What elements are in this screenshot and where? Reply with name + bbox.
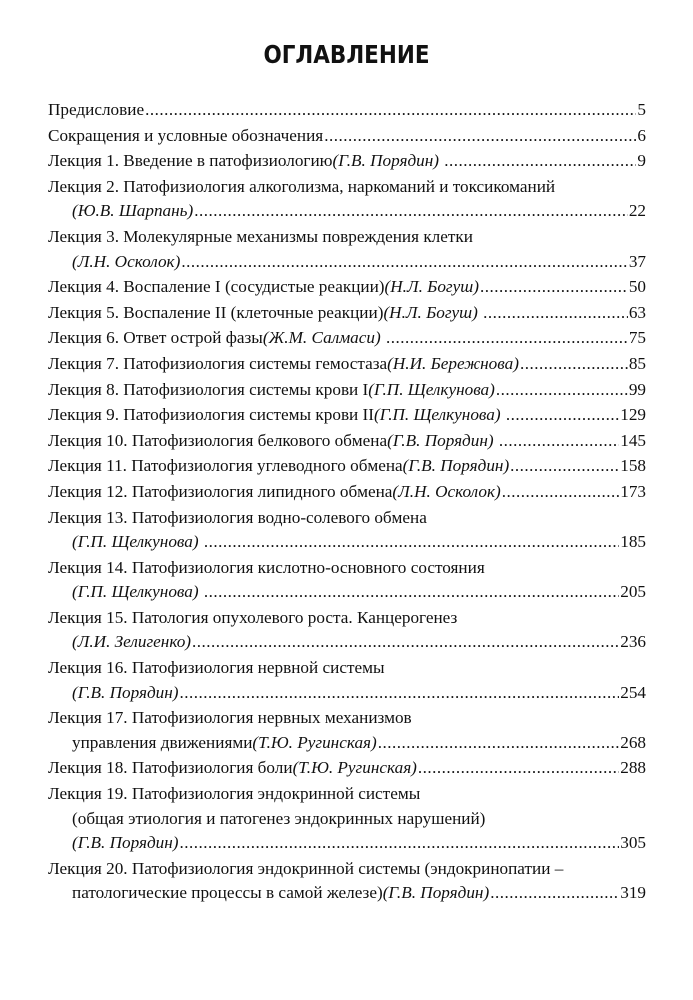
toc-page-number: 99 (628, 379, 646, 399)
toc-page-number: 158 (620, 456, 646, 476)
toc-line (48, 454, 646, 479)
toc-entry-title: патологические процессы в самой железе) (72, 883, 383, 903)
toc-entry-title: Предисловие (48, 100, 145, 119)
toc-entry[interactable] (48, 175, 646, 224)
toc-entry-title: Лекция 16. Патофизиология нервной системы (48, 658, 385, 678)
toc-entry[interactable] (48, 301, 646, 326)
toc-entry-title: Лекция 17. Патофизиология нервных механизмов (48, 708, 412, 728)
dot-leader (418, 756, 619, 781)
toc-entry[interactable] (48, 506, 646, 555)
toc-line (48, 881, 646, 906)
dot-leader (496, 378, 628, 403)
toc-entry[interactable] (48, 124, 646, 149)
toc-entry[interactable] (48, 556, 646, 605)
toc-entry-spacer (199, 580, 203, 605)
toc-entry-spacer (381, 326, 385, 351)
toc-entry-title: Лекция 14. Патофизиология кислотно-основного состояния (48, 557, 485, 577)
toc-page-number: 254 (620, 682, 646, 702)
toc-entry-title: Лекция 13. Патофизиология водно-солевого обмена (48, 507, 427, 527)
toc-page-number: 63 (628, 302, 646, 322)
toc-page-number: 75 (628, 328, 646, 348)
toc-line (48, 731, 646, 756)
toc-entry[interactable] (48, 326, 646, 351)
toc-line (48, 352, 646, 377)
toc-line (48, 630, 646, 655)
toc-line (48, 606, 646, 631)
toc-entry[interactable] (48, 429, 646, 454)
dot-leader (483, 301, 628, 326)
toc-entry-title: Лекция 15. Патология опухолевого роста. Канцерогенез (48, 607, 458, 627)
toc-page-number: 305 (620, 833, 646, 853)
toc-entry-title: Лекция 3. Молекулярные механизмы повреждения клетки (48, 226, 473, 246)
toc-entry-title: Лекция 4. Воспаление I (сосудистые реакции) (48, 277, 385, 297)
dot-leader (194, 199, 628, 224)
toc-entry-author: (Г.П. Щелкунова) (374, 405, 501, 425)
toc-entry-spacer (501, 403, 505, 428)
toc-line (48, 706, 646, 731)
dot-leader (378, 731, 619, 756)
dot-leader (499, 429, 619, 454)
toc-page-number: 37 (628, 251, 646, 271)
dot-leader (506, 403, 619, 428)
toc-line (48, 506, 646, 531)
dot-leader (490, 881, 619, 906)
dot-leader (204, 580, 619, 605)
toc-line (48, 807, 646, 832)
toc-entry[interactable] (48, 706, 646, 755)
toc-entry-author: (Г.В. Порядин) (387, 430, 494, 450)
toc-entry[interactable] (48, 352, 646, 377)
toc-entry-title: Лекция 9. Патофизиология системы крови II (48, 405, 374, 425)
toc-entry-author: (Г.П. Щелкунова) (72, 582, 199, 602)
toc-entry[interactable] (48, 454, 646, 479)
toc-entry-title: (общая этиология и патогенез эндокринных нарушений) (72, 808, 486, 828)
toc-line (48, 175, 646, 200)
dot-leader (444, 149, 636, 174)
toc-page-number: 268 (620, 732, 646, 752)
toc-entry[interactable] (48, 275, 646, 300)
toc-entry-spacer (439, 149, 443, 174)
toc-line (48, 124, 646, 149)
toc-page-number: 50 (628, 277, 646, 297)
toc-entry-author: (Г.П. Щелкунова) (72, 532, 199, 552)
toc-entry-title: Сокращения и условные обозначения (48, 125, 324, 145)
toc-entry-title: Лекция 5. Воспаление II (клеточные реакции) (48, 302, 384, 322)
toc-line (48, 98, 646, 123)
toc-line (48, 250, 646, 275)
toc-entry[interactable] (48, 756, 646, 781)
toc-entry-title: управления движениями (72, 732, 253, 752)
toc-entry-author: (Н.И. Бережнова) (387, 353, 519, 373)
toc-line (48, 556, 646, 581)
toc-line (48, 756, 646, 781)
toc-page-number: 22 (628, 201, 646, 221)
toc-page-number: 85 (628, 353, 646, 373)
toc-line (48, 199, 646, 224)
toc-line (48, 149, 646, 174)
dot-leader (520, 352, 628, 377)
toc-line (48, 275, 646, 300)
toc-entry-author: (Г.В. Порядин) (402, 456, 510, 476)
toc-page-number: 173 (620, 481, 646, 501)
dot-leader (180, 831, 620, 856)
toc-entry[interactable] (48, 656, 646, 705)
toc-line (48, 480, 646, 505)
dot-leader (204, 530, 619, 555)
toc-entry-title: Лекция 11. Патофизиология углеводного обмена (48, 456, 403, 476)
toc-entry-title: Лекция 20. Патофизиология эндокринной системы (эндокринопатии – (48, 858, 564, 878)
table-of-contents (48, 98, 646, 907)
toc-entry-author: (Т.Ю. Ругинская) (252, 732, 377, 752)
toc-line (48, 403, 646, 428)
toc-line (48, 857, 646, 882)
toc-entry-spacer (494, 429, 498, 454)
toc-page-number: 205 (620, 582, 646, 602)
dot-leader (386, 326, 628, 351)
page-title: ОГЛАВЛЕНИЕ (263, 40, 430, 69)
toc-page-number: 129 (620, 405, 646, 425)
toc-entry-author: (Л.Н. Осколок) (392, 481, 501, 501)
toc-entry[interactable] (48, 480, 646, 505)
toc-line (48, 782, 646, 807)
toc-entry-author: (Г.В. Порядин) (72, 833, 179, 853)
toc-entry-title: Лекция 6. Ответ острой фазы (48, 328, 263, 348)
toc-entry[interactable] (48, 98, 646, 123)
toc-line (48, 378, 646, 403)
toc-page-number: 236 (620, 632, 646, 652)
toc-page-number: 145 (620, 430, 646, 450)
toc-entry-title: Лекция 1. Введение в патофизиологию (48, 151, 333, 171)
toc-entry-title: Лекция 19. Патофизиология эндокринной системы (48, 784, 421, 804)
toc-entry-title: Лекция 2. Патофизиология алкоголизма, наркоманий и токсикоманий (48, 176, 556, 196)
toc-line (48, 681, 646, 706)
toc-entry-author: (Ж.М. Салмаси) (262, 328, 381, 348)
toc-line (48, 429, 646, 454)
toc-page-number: 288 (620, 758, 646, 778)
toc-line (48, 301, 646, 326)
toc-entry-spacer (478, 301, 482, 326)
toc-entry[interactable] (48, 857, 646, 906)
toc-entry-title: Лекция 10. Патофизиология белкового обмена (48, 430, 388, 450)
toc-entry[interactable] (48, 606, 646, 655)
dot-leader (510, 454, 619, 479)
toc-page-number: 9 (637, 151, 646, 171)
toc-line (48, 656, 646, 681)
dot-leader (502, 480, 619, 505)
toc-entry-author: (Т.Ю. Ругинская) (292, 758, 417, 778)
toc-page-number: 185 (620, 532, 646, 552)
toc-entry-title: Лекция 8. Патофизиология системы крови I (48, 379, 369, 399)
toc-line (48, 530, 646, 555)
toc-entry[interactable] (48, 225, 646, 274)
toc-entry[interactable] (48, 403, 646, 428)
toc-entry-title: Лекция 12. Патофизиология липидного обмена (48, 481, 393, 501)
toc-entry[interactable] (48, 782, 646, 856)
toc-entry-title: Лекция 18. Патофизиология боли (48, 758, 293, 778)
dot-leader (192, 630, 619, 655)
toc-line (48, 225, 646, 250)
dot-leader (180, 681, 620, 706)
toc-entry[interactable] (48, 378, 646, 403)
toc-entry-author: (Л.Н. Осколок) (72, 251, 181, 271)
toc-line (48, 831, 646, 856)
dot-leader (324, 124, 636, 149)
toc-entry-author: (Л.И. Зелигенко) (72, 632, 192, 652)
toc-entry-author: (Г.П. Щелкунова) (368, 379, 495, 399)
dot-leader (480, 275, 628, 300)
dot-leader (145, 98, 636, 123)
toc-entry-author: (Г.В. Порядин) (332, 151, 439, 171)
toc-line (48, 326, 646, 351)
toc-page-number: 319 (620, 883, 646, 903)
toc-entry-author: (Г.В. Порядин) (382, 883, 490, 903)
toc-entry-author: (Г.В. Порядин) (72, 682, 179, 702)
dot-leader (181, 250, 627, 275)
toc-entry-spacer (199, 530, 203, 555)
toc-page-number: 5 (637, 100, 646, 119)
toc-entry[interactable] (48, 149, 646, 174)
toc-line (48, 580, 646, 605)
toc-entry-author: (Н.Л. Богуш) (384, 277, 479, 297)
toc-entry-title: Лекция 7. Патофизиология системы гемостаза (48, 353, 388, 373)
toc-page-number: 6 (637, 125, 646, 145)
toc-entry-author: (Ю.В. Шарпань) (72, 201, 194, 221)
toc-entry-author: (Н.Л. Богуш) (383, 302, 478, 322)
